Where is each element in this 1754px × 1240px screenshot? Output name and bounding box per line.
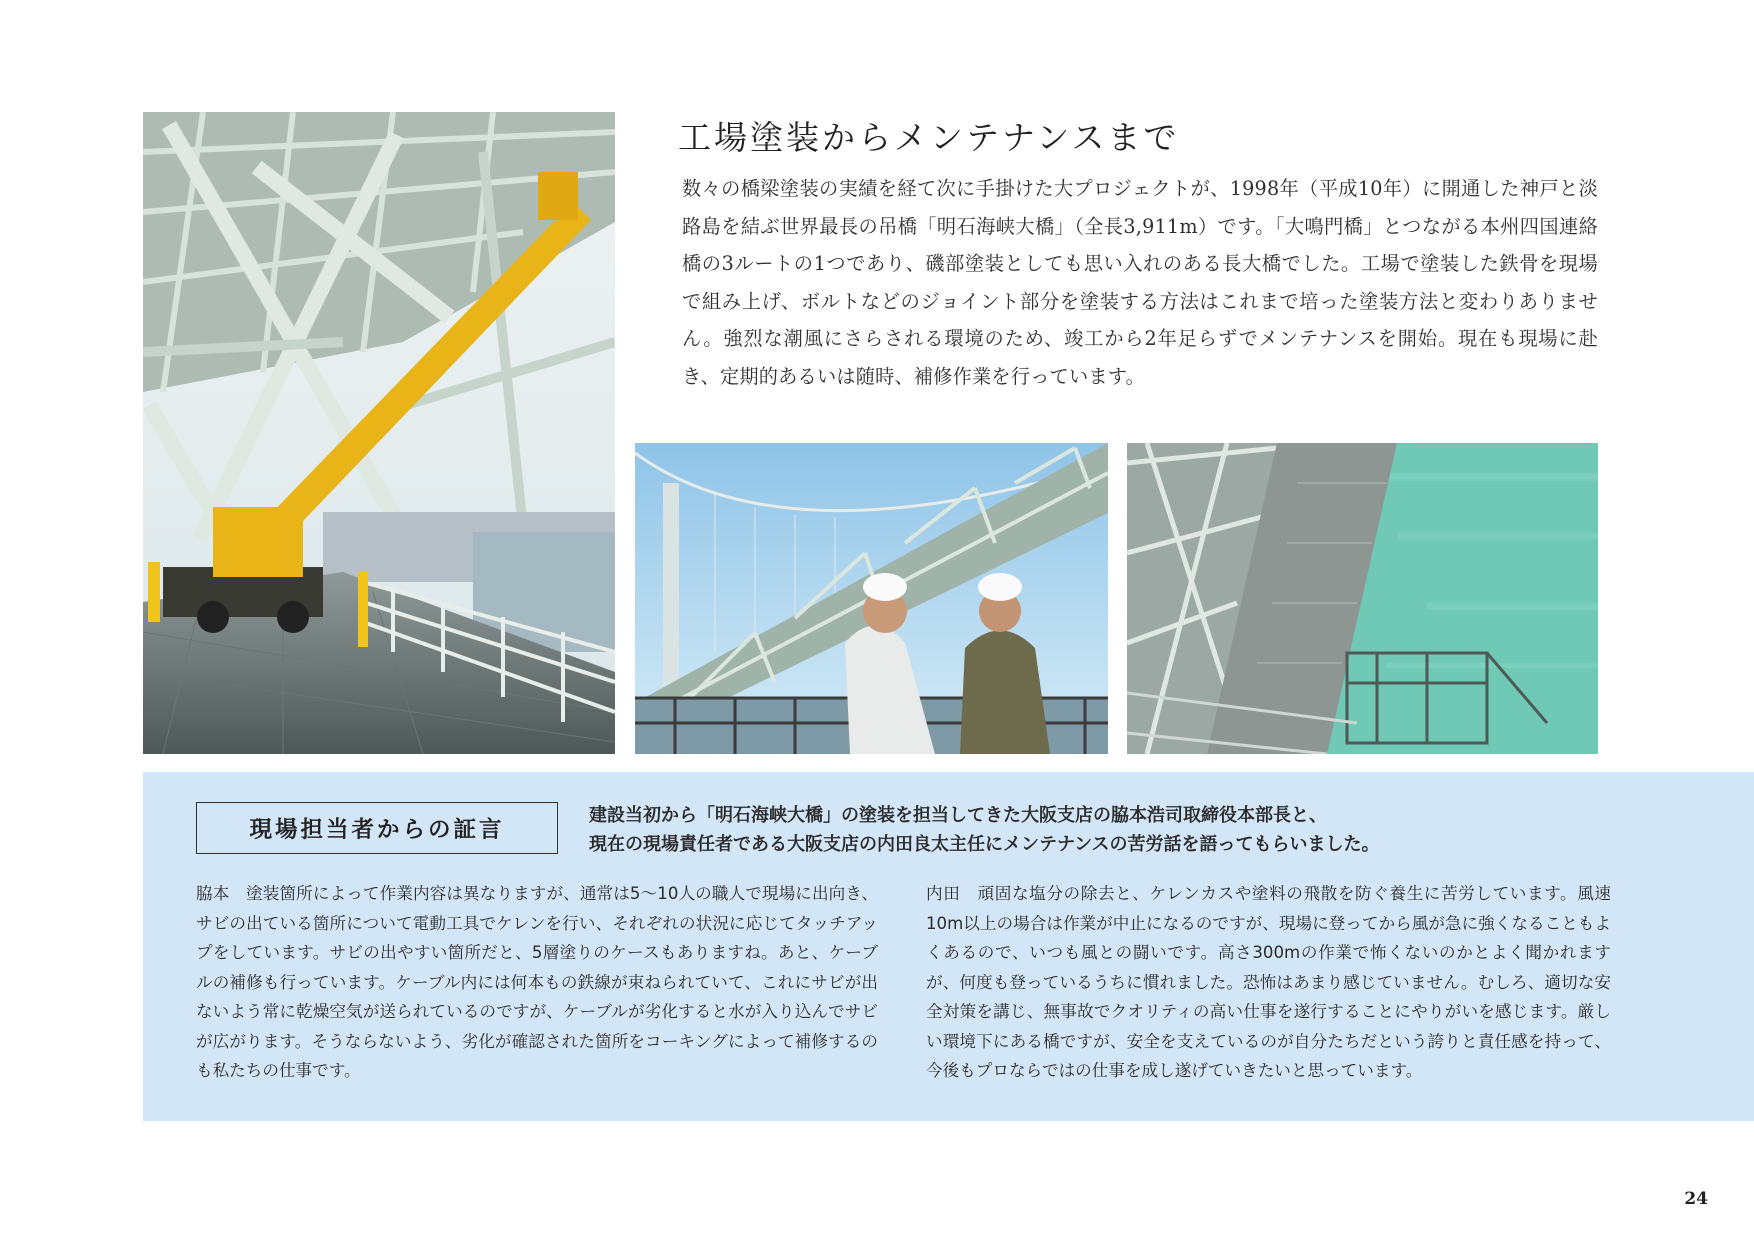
quote-uchida: 内田 頑固な塩分の除去と、ケレンカスや塗料の飛散を防ぐ養生に苦労しています。風速10m以上の場合は作業が中止になるのですが、現場に登ってから風が急に強くなることもよくあるので、いつも風との闘いです。高さ300mの作業で怖くないのかとよく聞かれますが、何度も登っているうちに慣れました。恐怖はあまり感じていません。むしろ、適切な安全対策を講じ、無事故でクオリティの高い仕事を遂行することにやりがいを感じます。厳しい環境下にある橋ですが、安全を支えているのが自分たちだという誇りと責任感を持って、今後もプロならではの仕事を成し遂げていきたいと思っています。 <box>926 884 1611 1080</box>
testimonial-intro <box>589 802 1689 859</box>
maintenance-walkway-photo <box>1127 443 1598 754</box>
quote-wakimoto: 脇本 塗装箇所によって作業内容は異なりますが、通常は5～10人の職人で現場に出向き、サビの出ている箇所について電動工具でケレンを行い、それぞれの状況に応じてタッチアップをしています。サビの出やすい箇所だと、5層塗りのケースもありますね。あと、ケーブルの補修も行っています。ケーブル内には何本もの鉄線が束ねられていて、これにサビが出ないよう常に乾燥空気が送られているのですが、ケーブルが劣化すると水が入り込んでサビが広がります。そうならないよう、劣化が確認された箇所をコーキングによって補修するのも私たちの仕事です。 <box>196 884 878 1080</box>
testimonial-section-label: 現場担当者からの証言 <box>196 802 558 854</box>
article-body: 数々の橋梁塗装の実績を経て次に手掛けた大プロジェクトが、1998年（平成10年）に開通した神戸と淡路島を結ぶ世界最長の吊橋「明石海峡大橋」（全長3,911m）です。「大鳴門橋」とつながる本州四国連絡橋の3ルートの1つであり、磯部塗装としても思い入れのある長大橋でした。工場で塗装した鉄骨を現場で組み上げ、ボルトなどのジョイント部分を塗装する方法はこれまで培った塗装方法と変わりありません。強烈な潮風にさらされる環境のため、竣工から2年足らずでメンテナンスを開始。現在も現場に赴き、定期的あるいは随時、補修作業を行っています。 <box>682 177 1598 388</box>
testimonial-intro-line-2: 現在の現場責任者である大阪支店の内田良太主任にメンテナンスの苦労話を語ってもらいました。 <box>589 833 1380 855</box>
bridge-deck-crane-photo <box>143 112 615 754</box>
testimonial-intro-line-1: 建設当初から「明石海峡大橋」の塗装を担当してきた大阪支店の脇本浩司取締役本部長と、 <box>589 805 1327 826</box>
article-title: 工場塗装からメンテナンスまで <box>678 118 1180 157</box>
page-number: 24 <box>1684 1189 1708 1209</box>
workers-bridge-photo <box>635 443 1108 754</box>
testimonial-panel <box>143 772 1754 1121</box>
